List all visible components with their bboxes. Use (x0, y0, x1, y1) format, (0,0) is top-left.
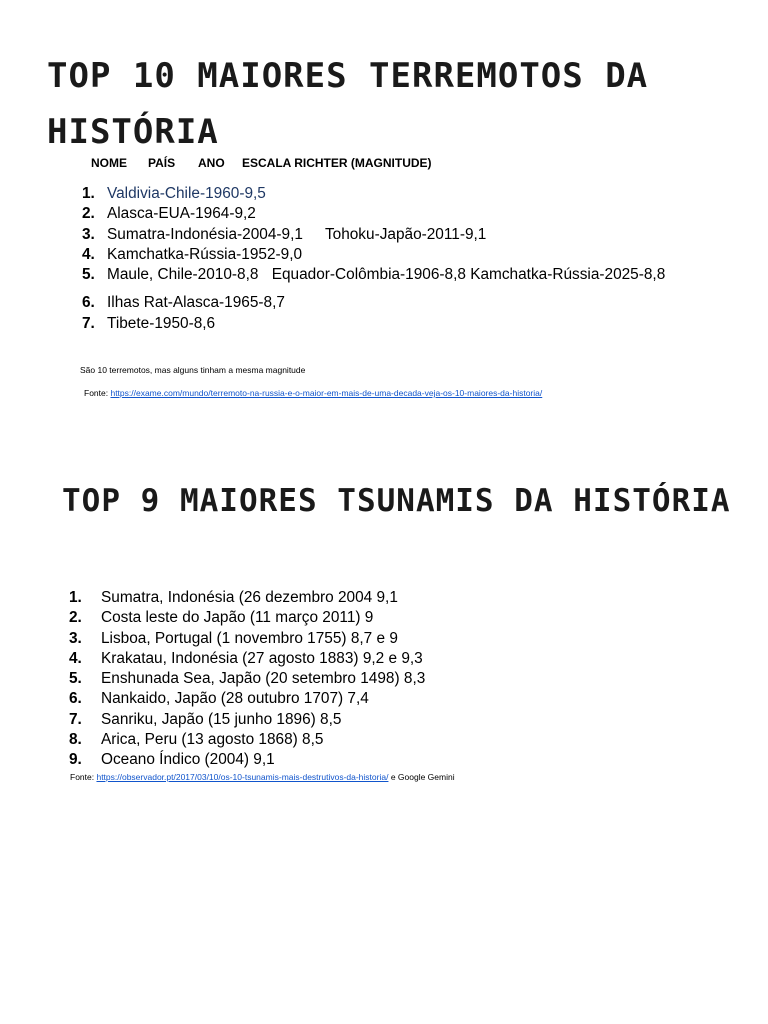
list-item-text: Sanriku, Japão (15 junho 1896) 8,5 (101, 710, 342, 728)
list-item (69, 649, 701, 669)
table-headers (91, 156, 432, 170)
item-number: 1. (69, 589, 82, 606)
list-item (69, 629, 701, 649)
list-item (82, 314, 727, 334)
header-ano: ANO (198, 156, 225, 170)
source-label: Fonte: (84, 388, 111, 398)
item-number: 1. (82, 185, 95, 202)
item-number: 2. (82, 205, 95, 223)
list-item (69, 588, 701, 608)
list-item-text: Maule, Chile-2010-8,8 (107, 266, 259, 284)
list-item (69, 710, 701, 730)
source-suffix: e Google Gemini (388, 772, 455, 782)
list-item-text: Tohoku-Japão-2011-9,1 (324, 225, 487, 243)
list-item (69, 689, 701, 709)
item-number: 7. (82, 314, 95, 332)
item-number: 5. (82, 266, 95, 284)
list-item-text: Sumatra-Indonésia-2004-9,1 (107, 225, 303, 243)
list-item-text: Equador-Colômbia-1906-8,8 (271, 266, 466, 284)
earthquakes-title: TOP 10 MAIORES TERREMOTOS DA HISTÓRIA (47, 56, 649, 152)
header-pais: PAÍS (148, 156, 176, 170)
item-number: 9. (69, 751, 82, 769)
item-number: 6. (69, 690, 82, 708)
list-item (82, 265, 727, 285)
list-item-text: Tibete-1950-8,6 (107, 314, 216, 332)
item-number: 4. (82, 245, 95, 263)
item-number: 5. (69, 670, 82, 688)
list-item (82, 204, 727, 224)
list-item (69, 730, 701, 750)
list-item-text: Enshunada Sea, Japão (20 setembro 1498) 8,3 (101, 670, 426, 688)
header-nome: NOME (91, 156, 127, 170)
list-item-text: Krakatau, Indonésia (27 agosto 1883) 9,2 e 9,3 (101, 649, 423, 667)
tsunamis-source (70, 772, 455, 782)
list-item-text: Costa leste do Japão (11 março 2011) 9 (101, 609, 374, 627)
list-item (69, 750, 701, 770)
list-item-text: Lisboa, Portugal (1 novembro 1755) 8,7 e 9 (101, 629, 398, 647)
list-item-text: Oceano Índico (2004) 9,1 (101, 751, 275, 769)
list-item-text: Alasca-EUA-1964-9,2 (107, 205, 256, 223)
item-number: 4. (69, 649, 82, 667)
item-number: 6. (82, 294, 95, 312)
list-item (69, 669, 701, 689)
source-label: Fonte: (70, 772, 97, 782)
earthquakes-source (84, 388, 542, 398)
list-item-text: Kamchatka-Rússia-2025-8,8 (470, 266, 666, 284)
list-item (82, 293, 727, 313)
list-item (82, 184, 727, 204)
list-item (69, 608, 701, 628)
item-number: 7. (69, 710, 82, 728)
item-number: 2. (69, 609, 82, 627)
list-item-text: Valdivia-Chile-1960-9,5 (107, 185, 266, 202)
item-number: 3. (69, 629, 82, 647)
item-number: 3. (82, 225, 95, 243)
list-item-text: Ilhas Rat-Alasca-1965-8,7 (107, 294, 285, 312)
list-item-text: Nankaido, Japão (28 outubro 1707) 7,4 (101, 690, 369, 708)
tsunamis-title: TOP 9 MAIORES TSUNAMIS DA HISTÓRIA (62, 483, 731, 519)
earthquakes-note: São 10 terremotos, mas alguns tinham a mesma magnitude (80, 365, 306, 375)
tsunamis-source-link[interactable]: https://observador.pt/2017/03/10/os-10-tsunamis-mais-destrutivos-da-historia/ (96, 772, 389, 782)
tsunamis-list (69, 588, 701, 771)
list-item-text: Arica, Peru (13 agosto 1868) 8,5 (101, 731, 324, 749)
earthquakes-source-link[interactable]: https://exame.com/mundo/terremoto-na-russia-e-o-maior-em-mais-de-uma-decada-veja-os-10-maiores-da-historia/ (110, 388, 543, 398)
list-item-text: Sumatra, Indonésia (26 dezembro 2004 9,1 (101, 589, 398, 606)
item-number: 8. (69, 731, 82, 749)
header-escala: ESCALA RICHTER (MAGNITUDE) (242, 156, 432, 170)
list-item (82, 225, 727, 245)
list-item (82, 245, 727, 265)
list-item-text: Kamchatka-Rússia-1952-9,0 (107, 245, 303, 263)
earthquakes-list (82, 184, 727, 334)
